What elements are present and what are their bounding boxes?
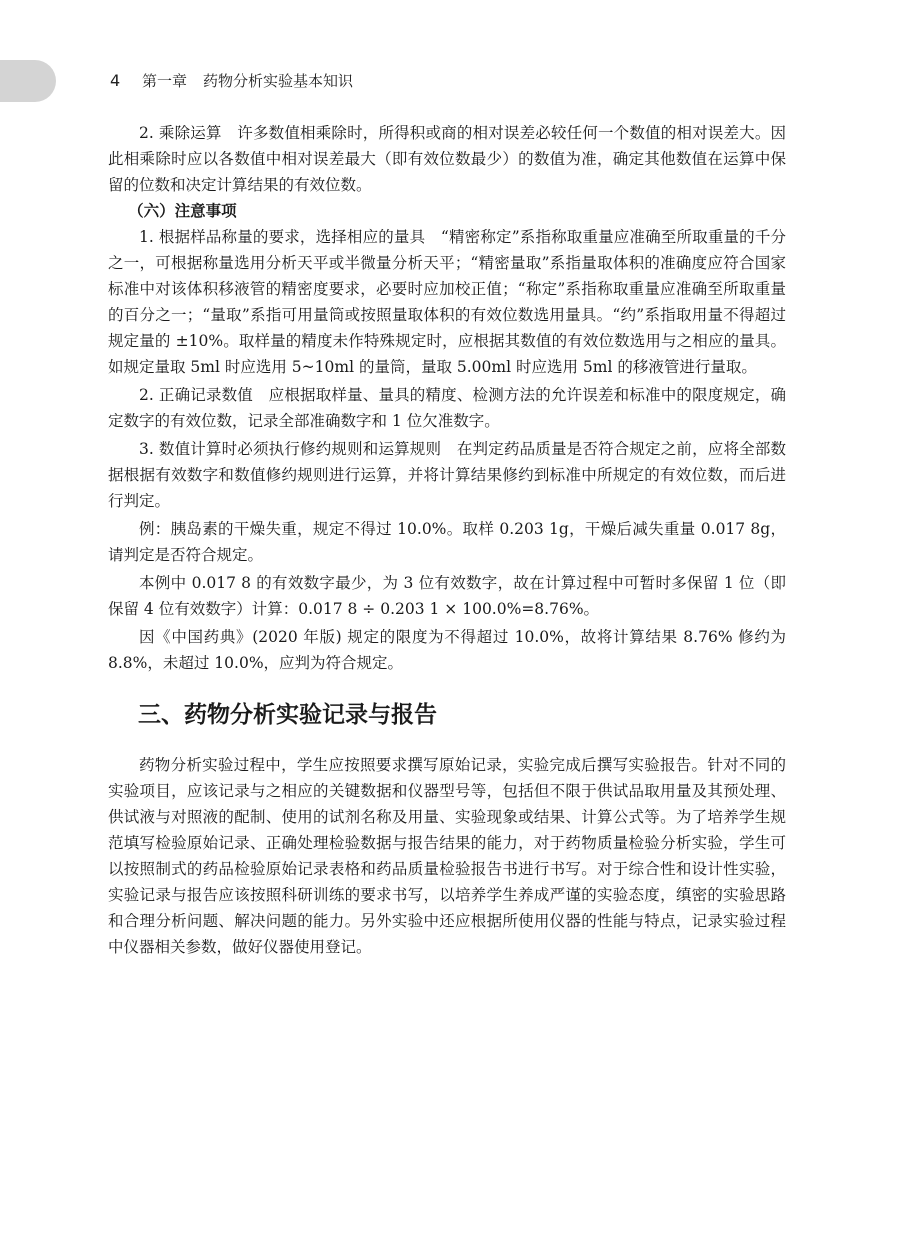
note-recording-values: 2. 正确记录数值 应根据取样量、量具的精度、检测方法的允许误差和标准中的限度规定，确定数字的有效位数，记录全部准确数字和 1 位欠准数字。 — [108, 386, 786, 430]
chapter-title: 药物分析实验基本知识 — [203, 72, 354, 90]
note-measuring-tools: 1. 根据样品称量的要求，选择相应的量具 “精密称定”系指称取重量应准确至所取重量的千分之一，可根据称量选用分析天平或半微量分析天平；“精密量取”系指量取体积的准确度应符合国家标准中对该体积移液管的精密度要求，必要时应加校正值；“称定”系指称取重量应准确至所取重量的百分之一；“量取”系指可用量筒或按照量取体积的有效位数选用量具。“约”系指取用量不得超过规定量的 ±10%。取样量的精度未作特殊规定时，应根据其数值的有效位数选用与之相应的量具。如规定量取 5ml 时应选用 5~10ml 的量筒，量取 5.00ml 时应选用 5ml 的移液管进行量取。 — [108, 228, 786, 376]
page-edge-tab — [0, 60, 56, 102]
page-body — [108, 120, 786, 960]
section-title: 三、药物分析实验记录与报告 — [138, 702, 437, 728]
paragraph-division-rule: 2. 乘除运算 许多数值相乘除时，所得积或商的相对误差必较任何一个数值的相对误差大。因此相乘除时应以各数值中相对误差最大（即有效位数最少）的数值为准，确定其他数值在运算中保留的位数和决定计算结果的有效位数。 — [108, 124, 786, 194]
running-header — [110, 70, 353, 91]
example-question: 例：胰岛素的干燥失重，规定不得过 10.0%。取样 0.203 1g，干燥后减失重量 0.017 8g，请判定是否符合规定。 — [108, 520, 786, 564]
example-calculation: 本例中 0.017 8 的有效数字最少，为 3 位有效数字，故在计算过程中可暂时多保留 1 位（即保留 4 位有效数字）计算：0.017 8 ÷ 0.203 1 × 100.0%=8.76%。 — [108, 574, 786, 618]
section-body: 药物分析实验过程中，学生应按照要求撰写原始记录，实验完成后撰写实验报告。针对不同的实验项目，应该记录与之相应的关键数据和仪器型号等，包括但不限于供试品取用量及其预处理、供试液与对照液的配制、使用的试剂名称及用量、实验现象或结果、计算公式等。为了培养学生规范填写检验原始记录、正确处理检验数据与报告结果的能力，对于药物质量检验分析实验，学生可以按照制式的药品检验原始记录表格和药品质量检验报告书进行书写。对于综合性和设计性实验，实验记录与报告应该按照科研训练的要求书写，以培养学生养成严谨的实验态度，缜密的实验思路和合理分析问题、解决问题的能力。另外实验中还应根据所使用仪器的性能与特点，记录实验过程中仪器相关参数，做好仪器使用登记。 — [108, 756, 786, 956]
note-calculation-rules: 3. 数值计算时必须执行修约规则和运算规则 在判定药品质量是否符合规定之前，应将全部数据根据有效数字和数值修约规则进行运算，并将计算结果修约到标准中所规定的有效位数，而后进行判定。 — [108, 440, 786, 510]
subsection-heading: （六）注意事项 — [128, 202, 237, 220]
page-number: 4 — [110, 71, 121, 90]
chapter-label: 第一章 — [142, 72, 188, 90]
example-conclusion: 因《中国药典》(2020 年版) 规定的限度为不得超过 10.0%，故将计算结果 8.76% 修约为 8.8%，未超过 10.0%，应判为符合规定。 — [108, 628, 786, 672]
